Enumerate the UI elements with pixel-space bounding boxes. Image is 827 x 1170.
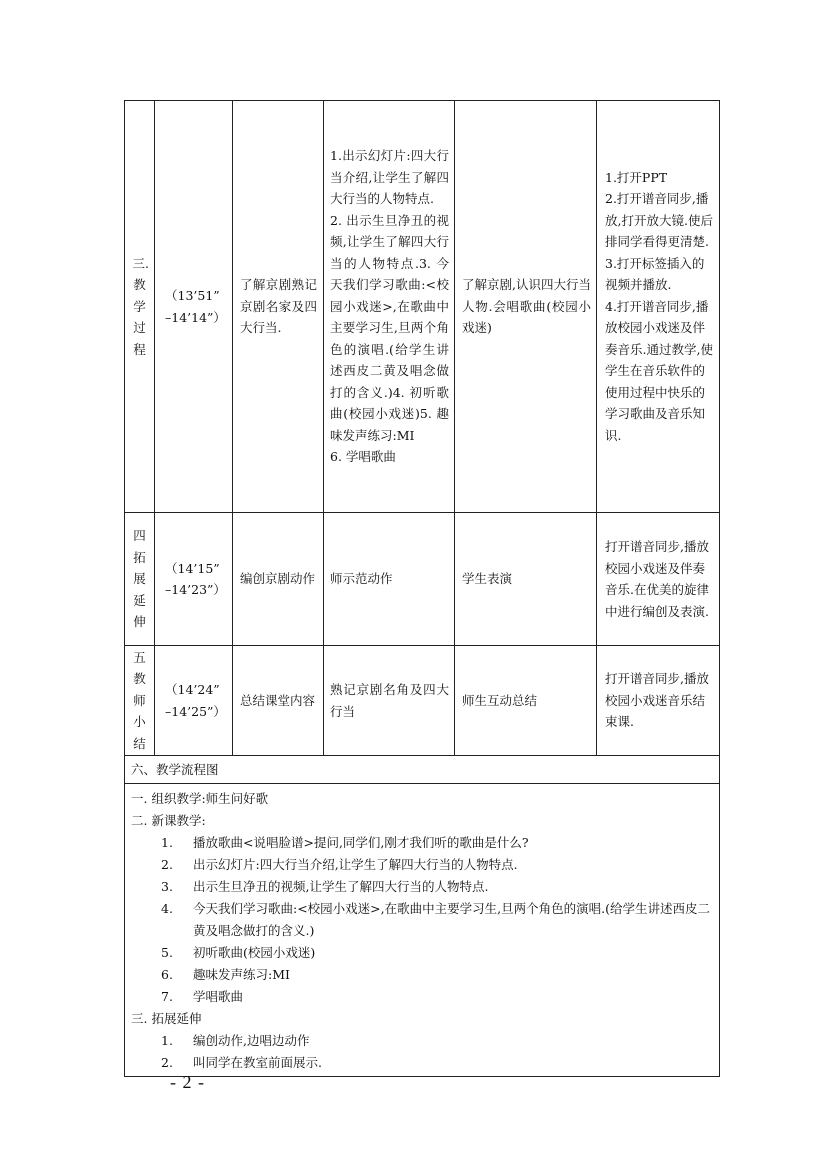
teacher-activity-cell: 熟记京剧名角及四大行当 xyxy=(324,646,455,756)
flow-line: 三. 拓展延伸 xyxy=(131,1011,202,1026)
flow-line: 二. 新课教学: xyxy=(131,813,206,828)
stage-cell: 三.教学过程 xyxy=(125,101,155,513)
design-intent-cell: 打开谱音同步,播放校园小戏迷音乐结束课. xyxy=(597,646,720,756)
stage-cell: 五教师小结 xyxy=(125,646,155,756)
lesson-plan-table xyxy=(124,100,720,1077)
table-row xyxy=(125,513,720,646)
list-item: 3. 出示生旦净丑的视频,让学生了解四大行当的人物特点. xyxy=(161,879,489,894)
teacher-activity-cell: 师示范动作 xyxy=(324,513,455,646)
section-title: 六、教学流程图 xyxy=(125,756,720,784)
list-item: 1. 播放歌曲<说唱脸谱>提问,同学们,刚才我们听的歌曲是什么? xyxy=(161,835,529,850)
table-row xyxy=(125,101,720,513)
list-item: 5. 初听歌曲(校园小戏迷) xyxy=(161,945,316,960)
student-activity-cell: 师生互动总结 xyxy=(455,646,597,756)
content-cell: 总结课堂内容 xyxy=(233,646,324,756)
teaching-flow-chart xyxy=(125,784,720,1077)
list-item: 7. 学唱歌曲 xyxy=(161,989,244,1004)
student-activity-cell: 了解京剧,认识四大行当人物.会唱歌曲(校园小戏迷) xyxy=(455,101,597,513)
list-item: 4. 今天我们学习歌曲:<校园小戏迷>,在歌曲中主要学习生,旦两个角色的演唱.(给学生讲述西皮二黄及唱念做打的含义.) xyxy=(161,901,710,938)
list-item: 2. 叫同学在教室前面展示. xyxy=(161,1055,322,1070)
list-item: 1. 编创动作,边唱边动作 xyxy=(161,1033,310,1048)
page-number: - 2 - xyxy=(170,1072,205,1092)
time-cell: （14’15” –14’23”） xyxy=(155,513,233,646)
teacher-activity-cell: 1.出示幻灯片:四大行当介绍,让学生了解四大行当的人物特点. 2. 出示生旦净丑的视频,让学生了解四大行当的人物特点.3. 今天我们学习歌曲:<校园小戏迷>,在歌曲中主要学习生,旦两个角色的演唱.(给学生讲述西皮二黄及唱念做打的含义.)4. 初听歌曲(校园小戏迷)5. 趣味发声练习:MI 6. 学唱歌曲 xyxy=(324,101,455,513)
section-header-row xyxy=(125,756,720,784)
flow-line: 一. 组织教学:师生问好歌 xyxy=(131,791,269,806)
content-cell: 了解京剧熟记京剧名家及四大行当. xyxy=(233,101,324,513)
stage-cell: 四拓展延伸 xyxy=(125,513,155,646)
list-item: 2. 出示幻灯片:四大行当介绍,让学生了解四大行当的人物特点. xyxy=(161,857,518,872)
time-cell: （14’24” –14’25”） xyxy=(155,646,233,756)
design-intent-cell: 1.打开PPT 2.打开谱音同步,播放,打开放大镜.使后排同学看得更清楚. 3.打开标签插入的视频并播放. 4.打开谱音同步,播放校园小戏迷及伴奏音乐.通过教学,使学生在音乐软件的使用过程中快乐的学习歌曲及音乐知识. xyxy=(597,101,720,513)
list-item: 6. 趣味发声练习:MI xyxy=(161,967,290,982)
student-activity-cell: 学生表演 xyxy=(455,513,597,646)
table-row xyxy=(125,646,720,756)
design-intent-cell: 打开谱音同步,播放校园小戏迷及伴奏音乐.在优美的旋律中进行编创及表演. xyxy=(597,513,720,646)
flow-row xyxy=(125,784,720,1077)
content-cell: 编创京剧动作 xyxy=(233,513,324,646)
time-cell: （13’51” –14’14”） xyxy=(155,101,233,513)
